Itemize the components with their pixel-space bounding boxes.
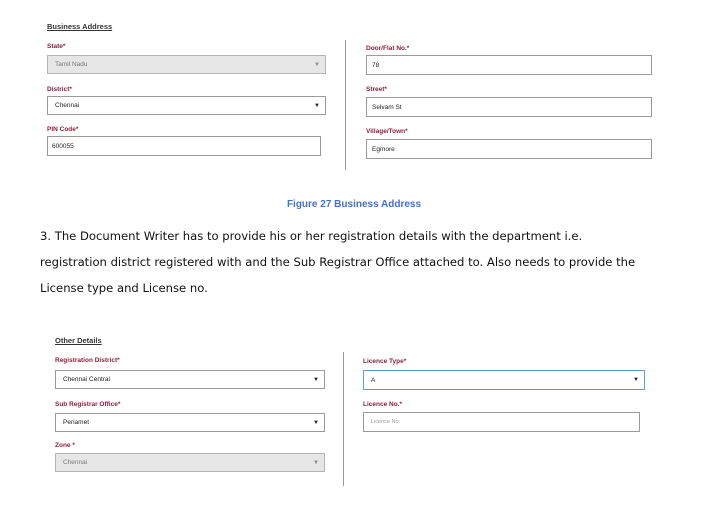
licence-type-select[interactable] [363, 370, 645, 390]
caret-down-icon: ▼ [314, 61, 320, 68]
state-value: Tamil Nadu [55, 61, 88, 68]
village-town-label: Village/Town* [366, 128, 408, 135]
zone-label: Zone * [55, 442, 75, 449]
caret-down-icon: ▼ [633, 377, 639, 383]
licence-no-label: Licence No.* [363, 401, 403, 408]
sub-registrar-office-label: Sub Registrar Office* [55, 401, 121, 408]
zone-value: Chennai [63, 459, 88, 466]
paragraph-line-3: License type and License no. [40, 281, 208, 295]
paragraph-line-1: 3. The Document Writer has to provide his or her registration details with the department i.e. [40, 229, 583, 243]
licence-type-label: Licence Type* [363, 358, 407, 365]
registration-district-value: Chennai Central [63, 376, 110, 383]
district-value: Chennai [55, 102, 80, 109]
district-select[interactable] [47, 96, 326, 115]
village-town-input[interactable] [366, 139, 652, 159]
pin-code-value: 600055 [52, 142, 74, 150]
door-flat-label: Door/Flat No.* [366, 45, 410, 52]
district-label: District* [47, 86, 72, 93]
figure-caption: Figure 27 Business Address [286, 199, 422, 210]
column-divider [343, 352, 344, 486]
licence-type-value: A [371, 376, 376, 384]
village-town-value: Egmore [372, 145, 395, 153]
sub-registrar-office-value: Periamet [63, 419, 90, 426]
business-address-title: Business Address [47, 22, 113, 31]
caret-down-icon: ▼ [313, 419, 319, 426]
caret-down-icon: ▼ [313, 376, 319, 383]
state-select[interactable] [47, 55, 326, 74]
pin-code-label: PIN Code* [47, 126, 79, 133]
pin-code-input[interactable] [47, 136, 321, 156]
zone-select[interactable] [55, 453, 325, 472]
column-divider [345, 40, 346, 170]
licence-no-input[interactable] [363, 412, 640, 432]
registration-district-select[interactable] [55, 370, 325, 389]
street-label: Street* [366, 86, 387, 93]
door-flat-input[interactable] [366, 55, 652, 75]
registration-district-label: Registration District* [55, 357, 120, 364]
street-input[interactable] [366, 97, 652, 117]
licence-no-placeholder: Licence No. [371, 419, 401, 425]
paragraph-line-2: registration district registered with and the Sub Registrar Office attached to. Also needs to provide the [40, 255, 636, 269]
street-value: Selvam St [372, 103, 402, 111]
state-label: State* [47, 43, 66, 50]
caret-down-icon: ▼ [313, 459, 319, 466]
sub-registrar-office-select[interactable] [55, 413, 325, 432]
other-details-title: Other Details [55, 336, 102, 345]
caret-down-icon: ▼ [314, 102, 320, 109]
door-flat-value: 78 [372, 61, 380, 69]
